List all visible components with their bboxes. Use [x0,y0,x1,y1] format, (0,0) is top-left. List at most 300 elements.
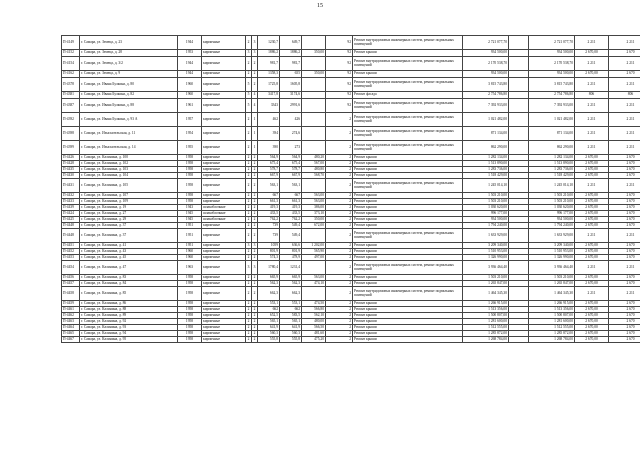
floors-cell: 2 [246,249,252,255]
cost-total-cell: 2 754 786,80 [529,92,575,99]
unit-price-cell: 2 670,00 [575,173,609,179]
entrances-cell: 2 [252,211,258,217]
living-area-cell: 478,9 [280,255,302,261]
repair-volume-cell [302,261,326,275]
living-area-cell: 655 [280,71,302,78]
cost-cell: 1 266 915,00 [463,301,509,307]
material-cell: кирпичные [202,99,246,113]
cost-extra-cell [509,287,529,301]
work-type-cell: Ремонт крыши [353,223,463,229]
cost-cell: 1 326 990,00 [463,255,509,261]
repair-volume-cell: 474,10 [302,281,326,287]
year-cell: 1960 [178,78,202,92]
work-type-cell: Ремонт крыши [353,337,463,343]
unit-price-cell: 2 670,00 [575,161,609,167]
max-unit-price-cell: 806 [609,92,640,99]
max-unit-price-cell: 2 211 [609,229,640,243]
row-id-cell: П-4467 [62,337,80,343]
address-cell: г. Самара, ул. Ивана Булкина, д. 88 [80,99,178,113]
entrances-cell: 2 [252,167,258,173]
entrances-cell: 2 [252,217,258,223]
floors-cell: 3 [246,50,252,57]
year-cell: 1954 [178,127,202,141]
table-row [62,179,640,193]
cost-cell: 1 503 210,00 [463,199,509,205]
total-area-cell: 578,7 [258,167,280,173]
total-area-cell: 562,3 [258,281,280,287]
row-id-cell: П-4452 [62,249,80,255]
cost-total-cell: 1 265 847,00 [529,281,575,287]
row-id-cell: П-4162 [62,71,80,78]
address-cell: г. Самара, ул. Калинина, д. 47 [80,261,178,275]
unit-price-cell: 2 211 [575,99,609,113]
living-area-cell: 675,4 [280,161,302,167]
material-cell: кирпичные [202,167,246,173]
category-cell: 2 [326,325,353,331]
work-type-cell: Ремонт внутридомовых инженерных систем, ремонт подвальных помещений [353,287,463,301]
year-cell: 1960 [178,255,202,261]
cost-cell: 1 513 890,00 [463,161,509,167]
category-cell: 2 [326,167,353,173]
unit-price-cell: 2 670,00 [575,313,609,319]
address-cell: г. Самара, ул. Земеца, д. 9 [80,71,178,78]
cost-cell: 7 392 933,00 [463,99,509,113]
row-id-cell: П-4149 [62,36,80,50]
cost-cell: 2 754 786,80 [463,92,509,99]
entrances-cell: 2 [252,57,258,71]
repair-volume-cell: 562,10 [302,313,326,319]
work-type-cell: Ремонт крыши [353,275,463,281]
entrances-cell: 2 [252,199,258,205]
year-cell: 1957 [178,113,202,127]
max-unit-price-cell: 2 211 [609,99,640,113]
living-area-cell: 564,9 [280,155,302,161]
year-cell: 1958 [178,331,202,337]
floors-cell: 2 [246,301,252,307]
cost-total-cell: 1 266 915,00 [529,301,575,307]
category-cell: 2 [326,173,353,179]
material-cell: кирпичные [202,331,246,337]
row-id-cell: П-4425 [62,217,80,223]
unit-price-cell: 2 670,00 [575,331,609,337]
total-area-cell: 675,4 [258,161,280,167]
unit-price-cell: 2 670,00 [575,167,609,173]
entrances-cell: 3 [252,261,258,275]
entrances-cell: 2 [252,249,258,255]
cost-cell: 1 245 014,10 [463,179,509,193]
unit-price-cell: 2 211 [575,179,609,193]
address-cell: г. Самара, ул. Калинина, д. 29 [80,217,178,223]
floors-cell: 2 [246,155,252,161]
cost-total-cell: 2 170 538,70 [529,57,575,71]
table-row [62,287,640,301]
entrances-cell: 4 [252,99,258,113]
max-unit-price-cell: 2 211 [609,78,640,92]
entrances-cell: 3 [252,243,258,249]
row-id-cell: П-4448 [62,229,80,243]
entrances-cell: 1 [252,113,258,127]
total-area-cell: 565,1 [258,319,280,325]
cost-total-cell: 1 510 953,00 [529,249,575,255]
year-cell: 1944 [178,36,202,50]
total-area-cell: 661,3 [258,199,280,205]
repair-volume-cell: 474,50 [302,301,326,307]
max-unit-price-cell: 2 670 [609,223,640,229]
repair-volume-cell: 386,00 [302,205,326,211]
material-cell: кирпичные [202,261,246,275]
floors-cell: 2 [246,275,252,281]
address-cell: г. Самара, ул. Калинина, д. 107 [80,193,178,199]
floors-cell: 2 [246,287,252,301]
total-area-cell: 652,5 [258,313,280,319]
category-cell: 2 [326,141,353,155]
max-unit-price-cell: 2 670 [609,173,640,179]
unit-price-cell: 2 670,00 [575,205,609,211]
address-cell: г. Самара, ул. Калинина, д. 89 [80,313,178,319]
cost-total-cell: 1 030 620,00 [529,205,575,211]
year-cell: 1958 [178,287,202,301]
material-cell: кирпичные [202,36,246,50]
cost-cell: 1 633 929,00 [463,229,509,243]
max-unit-price-cell: 2 211 [609,113,640,127]
category-cell: 2 [326,249,353,255]
floors-cell: 2 [246,313,252,319]
entrances-cell: 4 [252,92,258,99]
material-cell: кирпичные [202,173,246,179]
cost-cell: 1 510 953,00 [463,249,509,255]
address-cell: г. Самара, ул. Калинина, д. 43 [80,249,178,255]
max-unit-price-cell: 2 211 [609,287,640,301]
address-cell: г. Самара, ул. Изыскательская, д. 11 [80,127,178,141]
cost-cell: 1 513 356,00 [463,307,509,313]
table-row [62,141,640,155]
cost-total-cell: 1 503 210,00 [529,193,575,199]
unit-price-cell: 2 670,00 [575,193,609,199]
year-cell: 1958 [178,155,202,161]
cost-extra-cell [509,127,529,141]
total-area-cell: 641,9 [258,325,280,331]
living-area-cell: 562,3 [280,281,302,287]
category-cell: 2 [326,281,353,287]
entrances-cell: 2 [252,229,258,243]
entrances-cell: 2 [252,337,258,343]
entrances-cell: 2 [252,155,258,161]
entrances-cell: 2 [252,223,258,229]
entrances-cell: 2 [252,307,258,313]
cost-total-cell: 1 283 736,00 [529,167,575,173]
max-unit-price-cell: 2 670 [609,193,640,199]
total-area-cell: 981,7 [258,57,280,71]
housing-repair-table [61,35,640,343]
cost-cell: 934 500,00 [463,217,509,223]
living-area-cell: 560,3 [280,331,302,337]
total-area-cell: 560,3 [258,331,280,337]
floors-cell: 2 [246,167,252,173]
category-cell: 92 [326,92,353,99]
category-cell: 2 [326,337,353,343]
total-area-cell: 390 [258,141,280,155]
entrances-cell: 3 [252,50,258,57]
year-cell: 1944 [178,71,202,78]
cost-total-cell: 1 503 210,00 [529,275,575,281]
cost-total-cell: 7 392 933,00 [529,99,575,113]
address-cell: г. Самара, ул. Калинина, д. 94 [80,331,178,337]
category-cell: 2 [326,287,353,301]
unit-price-cell: 2 670,00 [575,155,609,161]
work-type-cell: Ремонт крыши [353,243,463,249]
year-cell: 1958 [178,325,202,331]
repair-volume-cell [302,57,326,71]
cost-cell: 3 209 340,00 [463,243,509,249]
table-row [62,261,640,275]
unit-price-cell: 2 670,00 [575,337,609,343]
material-cell: кирпичные [202,255,246,261]
total-area-cell: 662 [258,307,280,313]
cost-total-cell: 1 794 240,00 [529,223,575,229]
total-area-cell: 553,1 [258,301,280,307]
address-cell: г. Самара, ул. Калинина, д. 83 [80,275,178,281]
repair-volume-cell [302,229,326,243]
category-cell: 2 [326,275,353,281]
living-area-cell: 1886,2 [280,50,302,57]
cost-total-cell: 862 290,00 [529,141,575,155]
row-id-cell: П-4433 [62,199,80,205]
cost-cell: 1 500 807,00 [463,313,509,319]
address-cell: г. Самара, ул. Калинина, д. 109 [80,199,178,205]
entrances-cell: 2 [252,179,258,193]
material-cell: кирпичные [202,71,246,78]
cost-total-cell: 3 815 743,80 [529,78,575,92]
row-id-cell: П-4451 [62,243,80,249]
cost-total-cell: 934 500,00 [529,71,575,78]
material-cell: кирпичные [202,243,246,249]
cost-extra-cell [509,179,529,193]
work-type-cell: Ремонт крыши [353,307,463,313]
cost-total-cell: 1 281 600,00 [529,319,575,325]
repair-volume-cell: 567,00 [302,161,326,167]
living-area-cell: 641,9 [280,325,302,331]
year-cell: 1958 [178,313,202,319]
floors-cell: 2 [246,331,252,337]
address-cell: г. Самара, ул. Калинина, д. 37 [80,223,178,229]
unit-price-cell: 2 670,00 [575,275,609,281]
address-cell: г. Самара, ул. Земеца, д. 23 [80,36,178,50]
address-cell: г. Самара, ул. Калинина, д. 100 [80,155,178,161]
repair-volume-cell: 563,00 [302,275,326,281]
total-area-cell: 1780,4 [258,261,280,275]
total-area-cell: 665,9 [258,275,280,281]
category-cell: 92 [326,99,353,113]
table-row [62,127,640,141]
entrances-cell: 2 [252,281,258,287]
repair-volume-cell: 497,00 [302,255,326,261]
work-type-cell: Ремонт крыши [353,155,463,161]
total-area-cell: 1230,7 [258,36,280,50]
year-cell: 1960 [178,249,202,255]
row-id-cell: П-4432 [62,193,80,199]
repair-volume-cell: 563,00 [302,193,326,199]
category-cell: 2 [326,113,353,127]
entrances-cell: 2 [252,301,258,307]
cost-total-cell: 1 021 482,00 [529,113,575,127]
unit-price-cell: 2 670,00 [575,301,609,307]
unit-price-cell: 2 670,00 [575,255,609,261]
repair-volume-cell [302,179,326,193]
work-type-cell: Ремонт крыши [353,281,463,287]
material-cell: кирпичные [202,127,246,141]
total-area-cell: 564,9 [258,155,280,161]
unit-price-cell: 2 670,00 [575,223,609,229]
floors-cell: 2 [246,337,252,343]
living-area-cell: 433,5 [280,211,302,217]
max-unit-price-cell: 2 670 [609,301,640,307]
cost-cell: 1 281 600,00 [463,319,509,325]
unit-price-cell: 2 670,00 [575,243,609,249]
address-cell: г. Самара, ул. Калинина, д. 93 [80,325,178,331]
max-unit-price-cell: 2 670 [609,307,640,313]
living-area-cell: 665,9 [280,275,302,281]
table-row [62,57,640,71]
repair-volume-cell: 480,00 [302,319,326,325]
year-cell: 1960 [178,92,202,99]
repair-volume-cell: 566,50 [302,325,326,331]
material-cell: кирпичные [202,337,246,343]
max-unit-price-cell: 2 670 [609,325,640,331]
living-area-cell: 2991,6 [280,99,302,113]
row-id-cell: П-4463 [62,319,80,325]
cost-cell: 1 503 210,00 [463,193,509,199]
year-cell: 1958 [178,199,202,205]
living-area-cell: 419,3 [280,205,302,211]
cost-total-cell: 1 285 872,00 [529,331,575,337]
floors-cell: 5 [246,99,252,113]
entrances-cell: 2 [252,71,258,78]
work-type-cell: Ремонт крыши [353,217,463,223]
cost-extra-cell [509,71,529,78]
row-id-cell: П-4448 [62,223,80,229]
material-cell: кирпичные [202,249,246,255]
row-id-cell: П-4430 [62,173,80,179]
total-area-cell: 462 [258,113,280,127]
unit-price-cell: 2 670,00 [575,199,609,205]
category-cell: 2 [326,211,353,217]
table-row [62,71,640,78]
repair-volume-cell: 373,10 [302,211,326,217]
cost-cell: 1 503 210,00 [463,275,509,281]
table-row [62,337,640,343]
floors-cell: 2 [246,57,252,71]
entrances-cell: 2 [252,331,258,337]
cost-cell: 996 177,00 [463,211,509,217]
max-unit-price-cell: 2 211 [609,57,640,71]
category-cell: 2 [326,199,353,205]
cost-cell: 934 500,00 [463,71,509,78]
year-cell: 1943 [178,205,202,211]
material-cell: шлакоблочные [202,211,246,217]
living-area-cell: 662 [280,307,302,313]
repair-volume-cell: 565,90 [302,249,326,255]
row-id-cell: П-4457 [62,281,80,287]
category-cell: 2 [326,261,353,275]
living-area-cell: 553,1 [280,301,302,307]
max-unit-price-cell: 2 670 [609,331,640,337]
repair-volume-cell: 566,80 [302,307,326,313]
repair-volume-cell [302,92,326,99]
entrances-cell: 2 [252,78,258,92]
work-type-cell: Ремонт внутридомовых инженерных систем, ремонт подвальных помещений [353,141,463,155]
work-type-cell: Ремонт крыши [353,173,463,179]
repair-volume-cell [302,141,326,155]
total-area-cell: 662,3 [258,287,280,301]
repair-volume-cell [302,127,326,141]
entrances-cell: 2 [252,287,258,301]
cost-total-cell: 1 633 929,00 [529,229,575,243]
living-area-cell: 661,3 [280,199,302,205]
year-cell: 1958 [178,179,202,193]
work-type-cell: Ремонт внутридомовых инженерных систем, ремонт подвальных помещений [353,127,463,141]
repair-volume-cell: 480,80 [302,167,326,173]
cost-extra-cell [509,229,529,243]
work-type-cell: Ремонт внутридомовых инженерных систем, ремонт подвальных помещений [353,179,463,193]
row-id-cell: П-4378 [62,78,80,92]
material-cell: кирпичные [202,161,246,167]
work-type-cell: Ремонт крыши [353,211,463,217]
entrances-cell: 2 [252,275,258,281]
unit-price-cell: 2 211 [575,287,609,301]
entrances-cell: 2 [252,313,258,319]
work-type-cell: Ремонт крыши [353,313,463,319]
entrances-cell: 2 [252,193,258,199]
row-id-cell: П-4387 [62,99,80,113]
work-type-cell: Ремонт внутридомовых инженерных систем, ремонт подвальных помещений [353,36,463,50]
living-area-cell: 981,7 [280,57,302,71]
cost-total-cell: 3 209 340,00 [529,243,575,249]
total-area-cell: 762,2 [258,217,280,223]
work-type-cell: Ремонт внутридомовых инженерных систем, ремонт подвальных помещений [353,261,463,275]
cost-total-cell: 2 721 077,70 [529,36,575,50]
cost-cell: 1 021 482,00 [463,113,509,127]
year-cell: 1958 [178,193,202,199]
material-cell: кирпичные [202,199,246,205]
cost-total-cell: 1 518 429,00 [529,173,575,179]
entrances-cell: 2 [252,255,258,261]
entrances-cell: 2 [252,319,258,325]
floors-cell: 2 [246,211,252,217]
material-cell: кирпичные [202,155,246,161]
living-area-cell: 1605,8 [280,78,302,92]
max-unit-price-cell: 2 670 [609,167,640,173]
floors-cell: 2 [246,223,252,229]
category-cell: 2 [326,307,353,313]
category-cell: 2 [326,161,353,167]
cost-total-cell: 1 268 784,00 [529,337,575,343]
work-type-cell: Ремонт фасада [353,92,463,99]
living-area-cell: 762,2 [280,217,302,223]
max-unit-price-cell: 2 670 [609,337,640,343]
material-cell: кирпичные [202,281,246,287]
year-cell: 1951 [178,243,202,249]
floors-cell: 2 [246,205,252,211]
cost-cell: 3 936 464,40 [463,261,509,275]
unit-price-cell: 806 [575,92,609,99]
address-cell: г. Самара, ул. Земеца, д. 28 [80,50,178,57]
max-unit-price-cell: 2 211 [609,141,640,155]
row-id-cell: П-4462 [62,313,80,319]
cost-cell: 3 815 743,80 [463,78,509,92]
living-area-cell: 578,7 [280,167,302,173]
work-type-cell: Ремонт крыши [353,205,463,211]
floors-cell: 2 [246,255,252,261]
